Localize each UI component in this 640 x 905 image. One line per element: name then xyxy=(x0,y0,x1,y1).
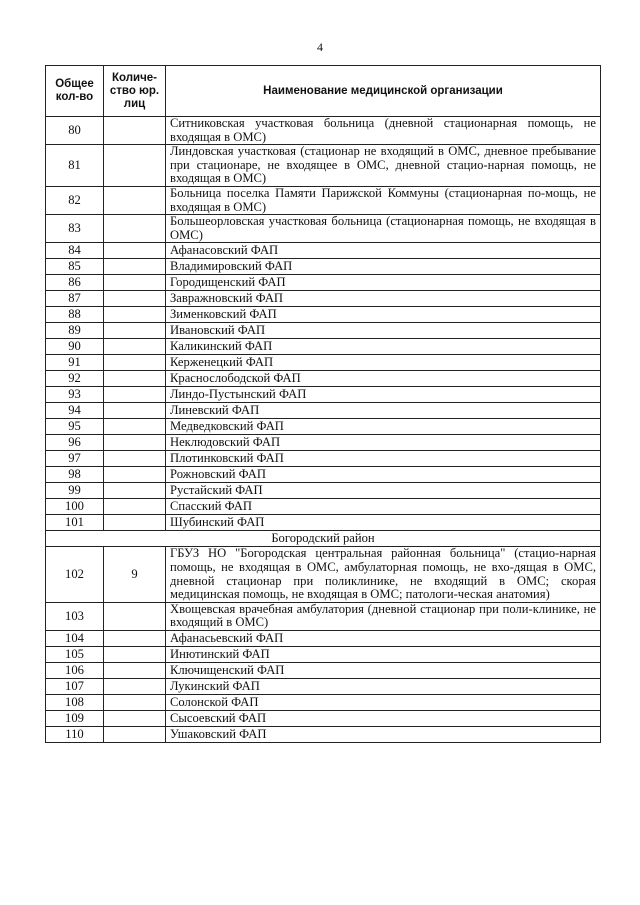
header-count: Количе-ство юр. лиц xyxy=(104,66,166,117)
row-name: Зименковский ФАП xyxy=(166,307,601,323)
row-number: 90 xyxy=(46,339,104,355)
table-header xyxy=(46,66,601,117)
row-name: Ключищенский ФАП xyxy=(166,662,601,678)
row-count xyxy=(104,291,166,307)
row-count xyxy=(104,419,166,435)
table-row xyxy=(46,307,601,323)
table-row xyxy=(46,339,601,355)
row-number: 81 xyxy=(46,145,104,187)
table-row xyxy=(46,678,601,694)
row-count xyxy=(104,145,166,187)
row-number: 103 xyxy=(46,602,104,630)
row-number: 89 xyxy=(46,323,104,339)
row-number: 104 xyxy=(46,630,104,646)
row-name: Спасский ФАП xyxy=(166,499,601,515)
row-number: 108 xyxy=(46,694,104,710)
table-row xyxy=(46,726,601,742)
row-name: Сысоевский ФАП xyxy=(166,710,601,726)
row-number: 83 xyxy=(46,215,104,243)
row-number: 105 xyxy=(46,646,104,662)
row-name: ГБУЗ НО "Богородская центральная районная больница" (стацио-нарная помощь, не входящая в ОМС, амбулаторная помощь, не вхо-дящая в ОМС, дневной стационар при поликлинике, не входящий в ОМС; скорая медицинская помощь, не входящая в ОМС; патологи-ческая анатомия) xyxy=(166,547,601,602)
table-row xyxy=(46,547,601,602)
row-number: 93 xyxy=(46,387,104,403)
table-row xyxy=(46,435,601,451)
row-number: 80 xyxy=(46,117,104,145)
row-name: Рустайский ФАП xyxy=(166,483,601,499)
row-number: 82 xyxy=(46,186,104,214)
row-name: Городищенский ФАП xyxy=(166,275,601,291)
table-row xyxy=(46,186,601,214)
table-row xyxy=(46,323,601,339)
table-body xyxy=(46,117,601,743)
table-row xyxy=(46,467,601,483)
table-row xyxy=(46,483,601,499)
row-name: Плотинковский ФАП xyxy=(166,451,601,467)
table-row xyxy=(46,371,601,387)
row-name: Больница поселка Памяти Парижской Коммуны (стационарная по-мощь, не входящая в ОМС) xyxy=(166,186,601,214)
row-count xyxy=(104,602,166,630)
row-number: 95 xyxy=(46,419,104,435)
row-number: 98 xyxy=(46,467,104,483)
row-number: 101 xyxy=(46,515,104,531)
row-name: Рожновский ФАП xyxy=(166,467,601,483)
table-row xyxy=(46,259,601,275)
row-number: 109 xyxy=(46,710,104,726)
table-row xyxy=(46,499,601,515)
table-row xyxy=(46,451,601,467)
row-count xyxy=(104,499,166,515)
table-row xyxy=(46,646,601,662)
row-number: 88 xyxy=(46,307,104,323)
row-count xyxy=(104,403,166,419)
row-count xyxy=(104,678,166,694)
row-name: Краснослободской ФАП xyxy=(166,371,601,387)
row-name: Афанасовский ФАП xyxy=(166,243,601,259)
row-number: 85 xyxy=(46,259,104,275)
table-row xyxy=(46,215,601,243)
row-count xyxy=(104,646,166,662)
table-row xyxy=(46,291,601,307)
page-number: 4 xyxy=(317,40,323,54)
table-row xyxy=(46,275,601,291)
row-number: 106 xyxy=(46,662,104,678)
table-row xyxy=(46,694,601,710)
row-name: Линдо-Пустынский ФАП xyxy=(166,387,601,403)
table-row xyxy=(46,710,601,726)
table-row xyxy=(46,602,601,630)
table-row xyxy=(46,387,601,403)
row-name: Ситниковская участковая больница (дневной стационарная помощь, не входящая в ОМС) xyxy=(166,117,601,145)
row-number: 100 xyxy=(46,499,104,515)
row-name: Шубинский ФАП xyxy=(166,515,601,531)
row-count xyxy=(104,371,166,387)
row-name: Медведковский ФАП xyxy=(166,419,601,435)
row-count xyxy=(104,630,166,646)
table-row xyxy=(46,403,601,419)
table-row xyxy=(46,243,601,259)
row-count xyxy=(104,186,166,214)
row-name: Ушаковский ФАП xyxy=(166,726,601,742)
row-count xyxy=(104,275,166,291)
header-name: Наименование медицинской организации xyxy=(166,66,601,117)
row-count xyxy=(104,259,166,275)
row-name: Завражновский ФАП xyxy=(166,291,601,307)
row-count xyxy=(104,215,166,243)
row-name: Владимировский ФАП xyxy=(166,259,601,275)
row-name: Керженецкий ФАП xyxy=(166,355,601,371)
row-name: Каликинский ФАП xyxy=(166,339,601,355)
row-name: Афанасьевский ФАП xyxy=(166,630,601,646)
row-count xyxy=(104,339,166,355)
row-count xyxy=(104,323,166,339)
row-count xyxy=(104,726,166,742)
row-count xyxy=(104,117,166,145)
row-name: Солонской ФАП xyxy=(166,694,601,710)
table-row xyxy=(46,662,601,678)
row-name: Хвощевская врачебная амбулатория (дневной стационар при поли-клинике, не входящий в ОМС) xyxy=(166,602,601,630)
row-name: Лукинский ФАП xyxy=(166,678,601,694)
row-number: 84 xyxy=(46,243,104,259)
table-row xyxy=(46,355,601,371)
section-title: Богородский район xyxy=(46,531,601,547)
row-count xyxy=(104,355,166,371)
row-count xyxy=(104,467,166,483)
row-count xyxy=(104,451,166,467)
table-row xyxy=(46,515,601,531)
table-row xyxy=(46,145,601,187)
row-name: Линдовская участковая (стационар не входящий в ОМС, дневное пребывание при стационаре, не входящее в ОМС, дневной стацио-нарная помощь, не входящая в ОМС) xyxy=(166,145,601,187)
row-number: 91 xyxy=(46,355,104,371)
table-row xyxy=(46,630,601,646)
row-count xyxy=(104,243,166,259)
row-number: 97 xyxy=(46,451,104,467)
row-number: 94 xyxy=(46,403,104,419)
row-name: Инютинский ФАП xyxy=(166,646,601,662)
organizations-table xyxy=(45,65,601,743)
row-count xyxy=(104,515,166,531)
row-count xyxy=(104,387,166,403)
row-count: 9 xyxy=(104,547,166,602)
row-number: 87 xyxy=(46,291,104,307)
row-count xyxy=(104,694,166,710)
row-number: 86 xyxy=(46,275,104,291)
row-number: 99 xyxy=(46,483,104,499)
row-name: Неклюдовский ФАП xyxy=(166,435,601,451)
row-number: 107 xyxy=(46,678,104,694)
row-count xyxy=(104,710,166,726)
row-number: 96 xyxy=(46,435,104,451)
row-name: Линевский ФАП xyxy=(166,403,601,419)
header-total: Общее кол-во xyxy=(46,66,104,117)
row-number: 92 xyxy=(46,371,104,387)
row-count xyxy=(104,483,166,499)
row-count xyxy=(104,662,166,678)
row-name: Ивановский ФАП xyxy=(166,323,601,339)
row-count xyxy=(104,307,166,323)
table-row xyxy=(46,419,601,435)
section-row xyxy=(46,531,601,547)
table-row xyxy=(46,117,601,145)
row-count xyxy=(104,435,166,451)
row-name: Большеорловская участковая больница (стационарная помощь, не входящая в ОМС) xyxy=(166,215,601,243)
row-number: 102 xyxy=(46,547,104,602)
row-number: 110 xyxy=(46,726,104,742)
